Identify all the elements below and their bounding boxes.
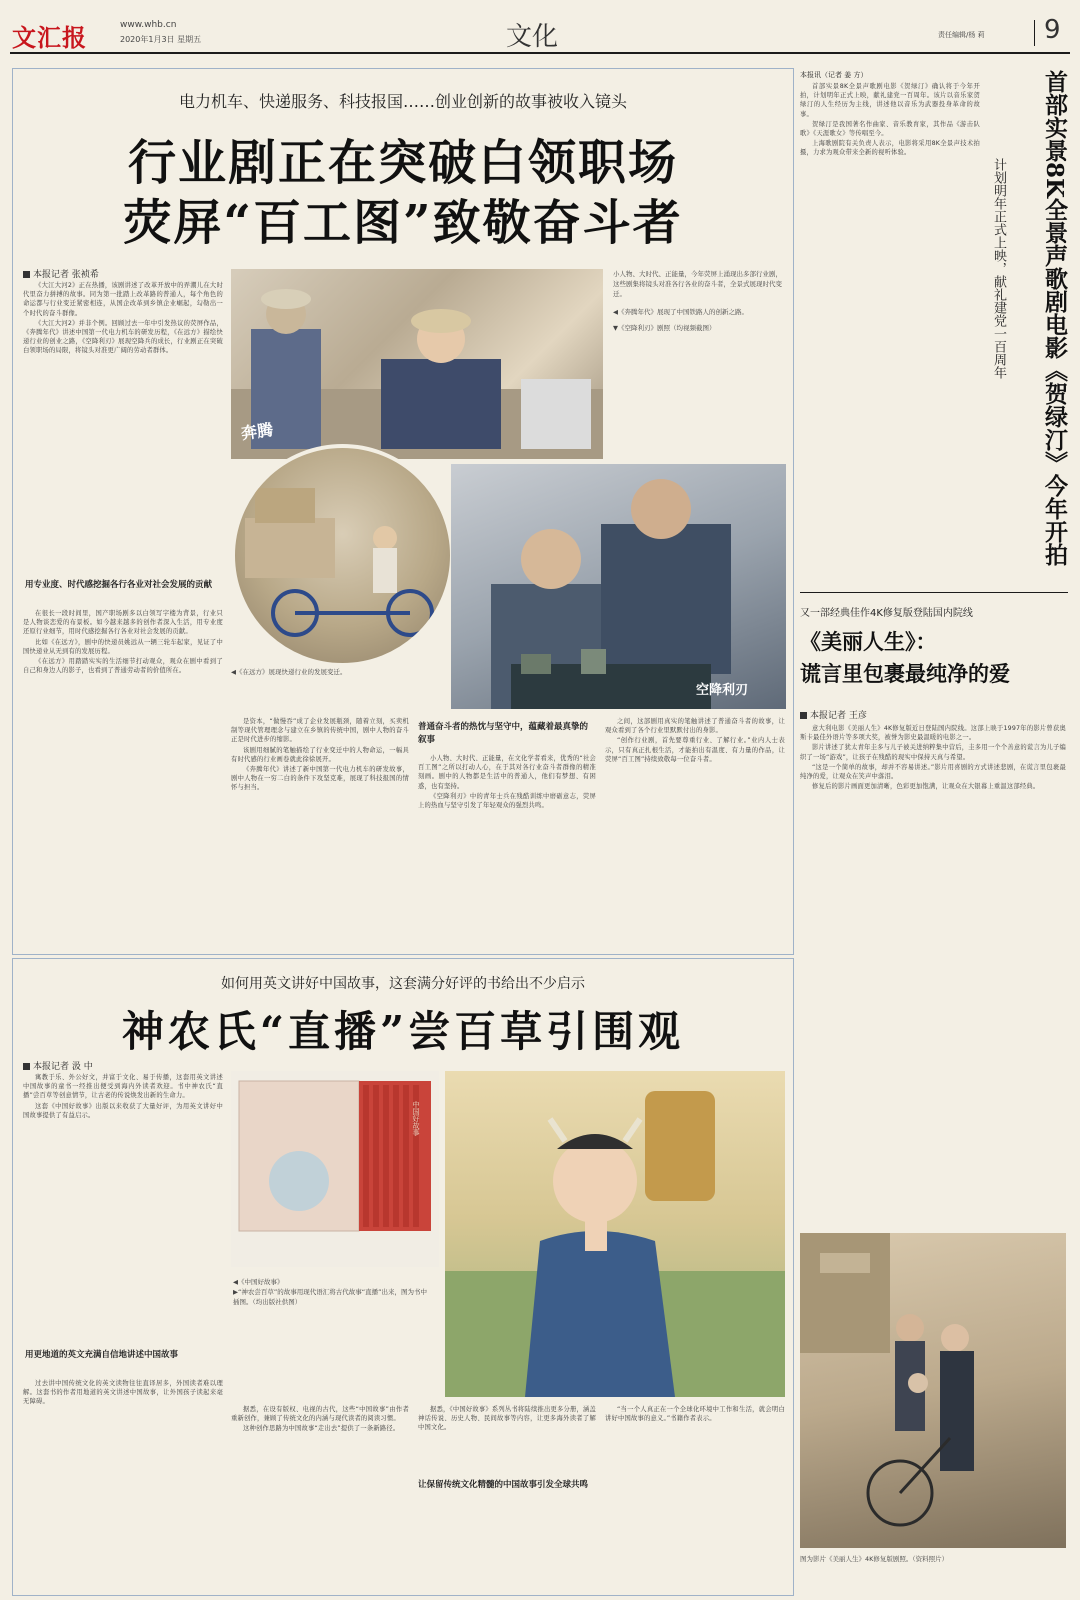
story2-subhead: 计划明年正式上映，献礼建党一百周年	[991, 158, 1006, 379]
story4-column1	[23, 1073, 223, 1343]
paragraph: 这种创作思路为中国故事“走出去”提供了一条新路径。	[243, 1425, 400, 1433]
photo-collage	[231, 269, 786, 709]
story1-column1-lower	[23, 609, 223, 944]
story1-subhead-1: 用专业度、时代感挖掘各行各业对社会发展的贡献	[25, 580, 213, 590]
father-son-bicycle-illustration	[800, 1233, 1066, 1548]
page-number: 9	[1044, 15, 1061, 45]
story2-headline: 首部实景8K全景声歌剧电影《贺绿汀》今年开拍	[1041, 70, 1068, 566]
paragraph: 这套《中国好故事》出版以来收获了大量好评，为用英文讲好中国故事提供了有益启示。	[23, 1102, 223, 1119]
railway-workers-illustration	[231, 269, 603, 459]
story1-column1	[23, 281, 223, 573]
story1-headline-line1: 行业剧正在突破白领职场	[127, 135, 678, 191]
site-url: www.whb.cn	[120, 20, 177, 30]
paragraph: 贺绿汀是我国著名作曲家、音乐教育家，其作品《游击队歌》《天涯歌女》等传唱至今。	[800, 120, 980, 138]
story-shennong	[12, 958, 794, 1596]
life-is-beautiful-still	[800, 1233, 1066, 1548]
story4-subhead-1: 用更地道的英文充满自信地讲述中国故事	[25, 1350, 179, 1360]
story3-headline-line1: 《美丽人生》：	[800, 629, 937, 654]
paragraph: 在很长一段时间里，国产职场剧多以白领写字楼为背景，行业只是人物谈恋爱的布景板。如今越来越多的创作者深入生活，用专业度还原行业细节，用时代感挖掘各行各业对社会发展的贡献。	[23, 610, 223, 636]
paragraph: 《大江大河2》并非个例。回顾过去一年中引发热议的荧屏作品，《奔腾年代》讲述中国第一代电力机车的研发历程，《在远方》描绘快递行业的创业之路，《空降利刃》展现空降兵的成长，行业剧正在突破白领职场的局限，将镜头对准更广阔的劳动者群体。	[23, 319, 223, 355]
paragraph: 上海歌剧院有关负责人表示，电影将采用8K全景声技术拍摄，力求为观众带来全新的视听体验。	[800, 140, 980, 157]
paragraph: 小人物、大时代、正能量，在文化学者看来，优秀的“社会百工图”之所以打动人心，在于其对各行业奋斗者群像的精准刻画。剧中的人物都是生活中的普通人，他们有梦想、有困惑，也有坚持。	[418, 755, 596, 790]
book-spine-title: 中国好故事	[412, 1101, 420, 1136]
section-title: 文化	[506, 22, 559, 52]
zai-yuanfang-caption: ◀《在远方》展现快递行业的发展变迁。	[231, 668, 347, 676]
masthead-rule	[10, 52, 1070, 54]
benteng-niandai-still	[231, 269, 603, 459]
page-editor: 责任编辑/杨 莉	[938, 31, 985, 39]
paragraph: 该剧用细腻的笔触描绘了行业变迁中的人物命运，一幅具有时代感的行业画卷就此徐徐展开。	[231, 746, 409, 763]
story2-body	[800, 82, 980, 582]
paragraph: “创作行业剧，首先要尊重行业、了解行业。”业内人士表示，只有真正扎根生活，才能拍出有温度、有力量的作品，让荧屏“百工图”持续致敬每一位奋斗者。	[605, 737, 785, 763]
paragraph: 《大江大河2》正在热播，该剧讲述了改革开放中的弄潮儿在大时代里奋力拼搏的故事。同为第一批踏上改革路的普通人，每个角色的命运都与行业变迁紧密相连，从国企改革到乡镇企业崛起，勾勒出一个时代的奋斗群像。	[23, 282, 223, 317]
story1-column4	[605, 717, 785, 947]
paragraph: 意大利电影《美丽人生》4K修复版近日登陆国内院线。这部上映于1997年的影片曾获奥斯卡最佳外语片等多项大奖，被誉为影史最温暖的电影之一。	[800, 725, 1066, 742]
story4-column3	[418, 1405, 596, 1465]
byline-text: 本报记者 汲 中	[33, 1062, 93, 1072]
photo-caption-benteng: ◀《奔腾年代》展现了中国铁路人的创新之路。	[613, 308, 748, 316]
paragraph: 修复后的影片画面更加清晰，色彩更加饱满，让观众在大银幕上重温这部经典。	[812, 783, 1040, 791]
issue-date: 2020年1月3日 星期五	[120, 35, 202, 44]
story3-photo-caption: 图为影片《美丽人生》4K修复版剧照。（资料照片）	[800, 1555, 949, 1563]
zai-yuanfang-still	[231, 444, 454, 667]
photo-caption-main: 小人物、大时代、正能量，今年荧屏上涌现出多部行业剧，这些剧集将镜头对准各行各业的奋斗者，全景式展现时代变迁。	[613, 270, 782, 298]
paragraph: 据悉，在设有版权、电视的古代，这些“中国故事”由作者重新创作，兼顾了传统文化的内涵与现代读者的阅读习惯。	[231, 1406, 409, 1423]
paragraph: 据悉，《中国好故事》系列丛书将陆续推出更多分册，涵盖神话传说、历史人物、民间故事等内容，让更多海外读者了解中国文化。	[418, 1406, 596, 1432]
kongjiang-lirren-still	[451, 464, 786, 709]
still-label-right: 空降利刃	[696, 683, 749, 698]
paragraph: 过去讲中国传统文化的英文读物往往直译居多，外国读者难以理解。这套书的作者用地道的英文讲述中国故事，让外国孩子读起来毫无障碍。	[23, 1380, 223, 1406]
story1-subhead-2: 普通奋斗者的热忱与坚守中，蕴藏着最真挚的叙事	[418, 722, 589, 745]
shennong-illustration	[445, 1071, 785, 1397]
soldiers-illustration	[451, 464, 786, 709]
paragraph: 比如《在远方》，剧中的快递员姚远从一辆三轮车起家，见证了中国快递业从无到有的发展历程。	[23, 638, 223, 655]
story4-subhead-2: 让保留传统文化精髓的中国故事引发全球共鸣	[418, 1480, 589, 1490]
story4-headline: 神农氏“直播”尝百草引围观	[121, 1007, 685, 1056]
photo-caption-box	[613, 269, 783, 459]
story2-byline: 本报讯（记者 姜 方）	[800, 71, 868, 79]
story1-column3	[418, 754, 596, 946]
book-caption-detail: ▶“神农尝百草”的故事用现代语汇将古代故事“直播”出来，图为书中插图。（均出版社供图）	[233, 1288, 427, 1306]
newspaper-logo: 文汇报	[12, 23, 87, 52]
paragraph: “当一个人真正在一个全球化环境中工作和生活，就会明白讲好中国故事的意义。”书籍作者表示。	[605, 1406, 785, 1423]
paragraph: “这是一个简单的故事，却并不容易讲述。”影片用喜剧的方式讲述悲剧，在谎言里包裹最纯净的爱，让观众在笑声中落泪。	[800, 763, 1066, 781]
paragraph: 《在远方》用踏踏实实的生活细节打动观众，观众在剧中看到了自己和身边人的影子，也看到了普通劳动者的价值所在。	[23, 658, 223, 675]
shennong-figure-illustration	[445, 1071, 785, 1397]
paragraph: 《奔腾年代》讲述了新中国第一代电力机车的研发故事，剧中人物在一穷二白的条件下攻坚克难，展现了科技报国的情怀与担当。	[231, 766, 409, 792]
story4-column1-lower	[23, 1379, 223, 1587]
byline-marker	[800, 712, 807, 719]
byline-marker	[23, 271, 30, 278]
story3-body	[800, 724, 1066, 1224]
book-set-photo	[231, 1071, 439, 1267]
story-opera-film	[800, 68, 1068, 588]
still-label-left: 奔腾	[239, 419, 275, 444]
masthead	[0, 0, 1080, 62]
book-caption	[233, 1277, 433, 1307]
tricycle-courier-illustration	[235, 448, 450, 663]
byline-marker	[23, 1063, 30, 1070]
byline-text: 本报记者 张祯希	[33, 270, 99, 280]
byline-text: 本报记者 王彦	[810, 711, 867, 721]
story-life-is-beautiful	[800, 598, 1068, 1598]
paragraph: 寓教于乐、外公好文，并富于文化、易于传播，这套用英文讲述中国故事的童书一经推出便受到海内外读者欢迎。书中神农氏“直播”尝百草等创意情节，让古老的传说焕发出新的生命力。	[23, 1074, 223, 1100]
paragraph: 之间，这部剧用真实的笔触讲述了普通奋斗者的故事，让观众看到了各个行业里默默付出的身影。	[605, 718, 785, 735]
story1-headline-line2: 荧屏“百工图”致敬奋斗者	[123, 195, 683, 251]
story4-column2	[231, 1405, 409, 1587]
story1-kicker: 电力机车、快递服务、科技报国……创业创新的故事被收入镜头	[178, 92, 627, 111]
story4-byline	[23, 1059, 93, 1072]
paragraph: 影片讲述了犹太青年圭多与儿子被关进纳粹集中营后，圭多用一个个善意的谎言为儿子编织了一场“游戏”，让孩子在残酷的现实中保持天真与希望。	[800, 744, 1066, 761]
story1-column2	[231, 717, 409, 947]
photo-caption-kongjiang: ▼《空降利刃》剧照（均视频截图）	[613, 324, 716, 332]
story4-kicker: 如何用英文讲好中国故事，这套满分好评的书给出不少启示	[221, 976, 585, 992]
paragraph: 首部实景8K全景声歌剧电影《贺绿汀》确认将于今年开拍，计划明年正式上映，献礼建党一百周年。该片以音乐家贺绿汀的人生经历为主线，讲述他以音乐为武器投身革命的故事。	[800, 83, 980, 118]
story-industry-drama	[12, 68, 794, 955]
page-number-divider	[1034, 20, 1035, 46]
paragraph: 是资本，“做慢吞”成了企业发展瓶颈，随着立刻，买卖机制等现代管理理念与建立在乡镇的传统中国，剧中人物的奋斗正是时代进步的缩影。	[231, 718, 409, 744]
book-covers-illustration	[231, 1071, 439, 1267]
book-caption-title: ◀《中国好故事》	[233, 1278, 284, 1286]
story3-byline	[800, 708, 867, 721]
column-divider	[800, 592, 1068, 593]
story1-byline	[23, 267, 99, 280]
story3-headline-line2: 谎言里包裹最纯净的爱	[800, 661, 1010, 686]
paragraph: 《空降利刃》中的青年士兵在残酷训练中磨砺意志，荧屏上的热血与坚守引发了年轻观众的强烈共鸣。	[418, 792, 596, 810]
story4-column4	[605, 1405, 785, 1587]
story3-kicker: 又一部经典佳作4K修复版登陆国内院线	[800, 608, 973, 619]
